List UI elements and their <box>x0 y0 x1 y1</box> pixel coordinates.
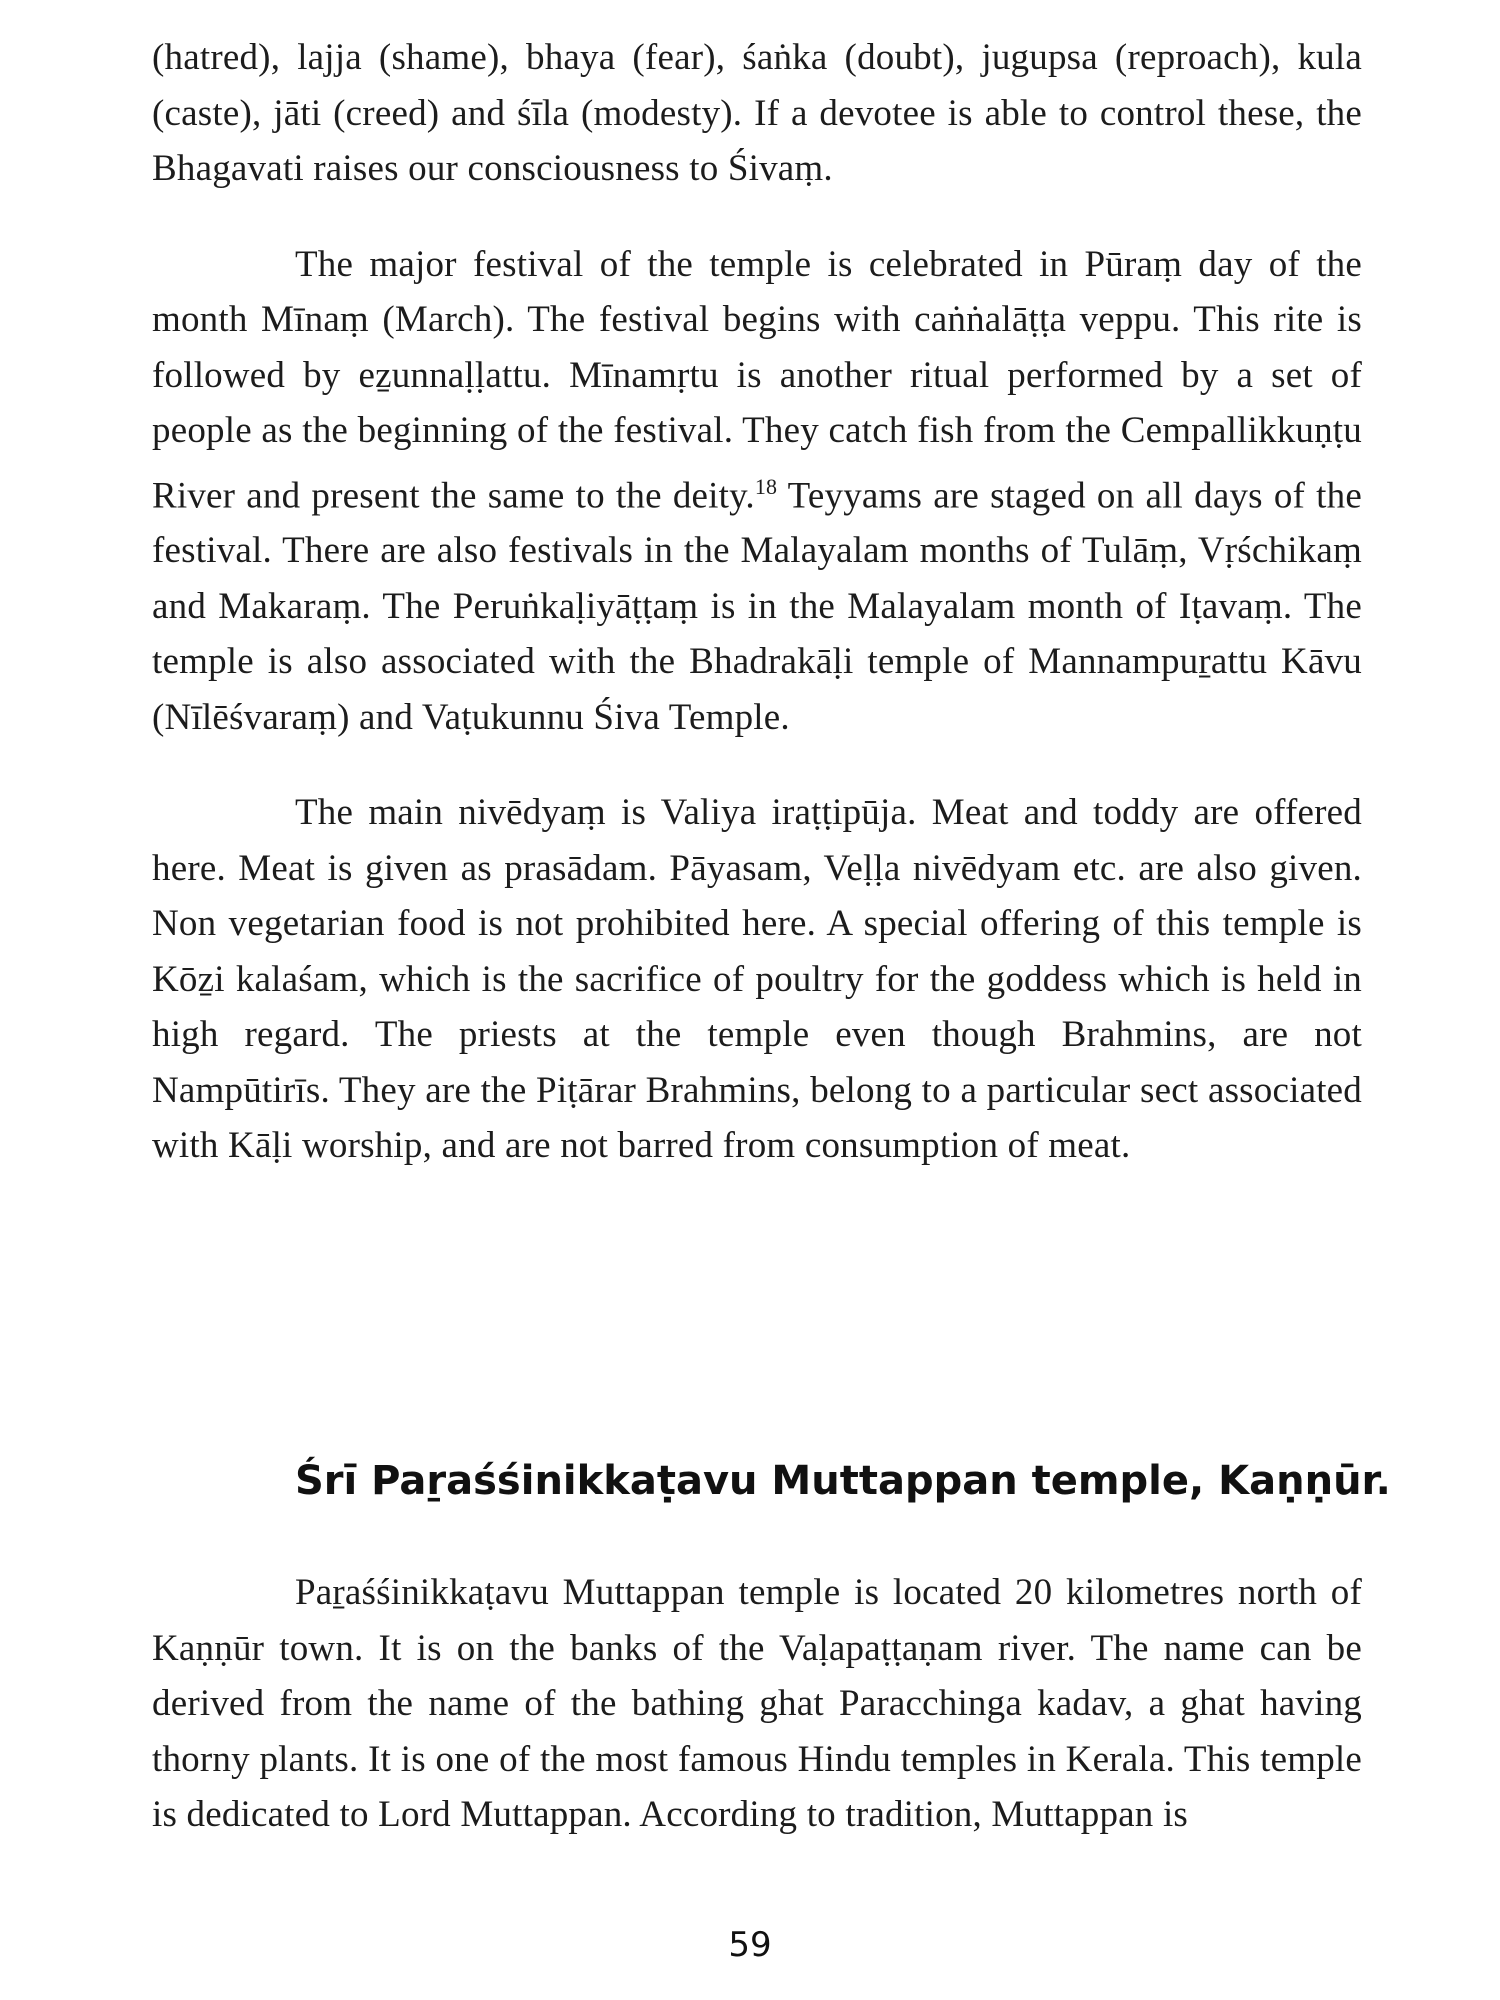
page-body <box>152 30 1362 1174</box>
paragraph-festival-text: The major festival of the temple is celebrated in Pūraṃ day of the month Mīnaṃ (March). The festival begins with caṅṅalāṭṭa veppu. This rite is followed by eẕunnaḷḷattu. Mīnamṛtu is another ritual performed by a set of people as the beginning of the festival. They catch fish from the Cempallikkuṇṭu River and present the same to the deity. <box>152 243 1362 516</box>
section-heading: Śrī Paṟaśśinikkaṭavu Muttappan temple, Kaṇṇūr. <box>295 1458 1391 1504</box>
paragraph-festival <box>152 237 1362 746</box>
paragraph-muttappan: Paṟaśśinikkaṭavu Muttappan temple is located 20 kilometres north of Kaṇṇūr town. It is on the banks of the Vaḷapaṭṭaṇam river. The name can be derived from the name of the bathing ghat Paracchinga kadav, a ghat having thorny plants. It is one of the most famous Hindu temples in Kerala. This temple is dedicated to Lord Muttappan. According to tradition, Muttappan is <box>152 1572 1362 1835</box>
footnote-reference: 18 <box>754 473 778 499</box>
paragraph-offerings: The main nivēdyaṃ is Valiya iraṭṭipūja. Meat and toddy are offered here. Meat is given as prasādam. Pāyasam, Veḷḷa nivēdyam etc. are also given. Non vegetarian food is not prohibited here. A special offering of this temple is Kōẕi kalaśam, which is the sacrifice of poultry for the goddess which is held in high regard. The priests at the temple even though Brahmins, are not Nampūtirīs. They are the Piṭārar Brahmins, belong to a particular sect associated with Kāḷi worship, and are not barred from consumption of meat. <box>152 792 1362 1167</box>
paragraph-festival-continuation: Teyyams are staged on all days of the festival. There are also festivals in the Malayalam months of Tulāṃ, Vṛśchikaṃ and Makaraṃ. The Peruṅkaḷiyāṭṭaṃ is in the Malayalam month of Iṭavaṃ. The temple is also associated with the Bhadrakāḷi temple of Mannampuṟattu Kāvu (Nīlēśvaraṃ) and Vaṭukunnu Śiva Temple. <box>152 474 1362 738</box>
page-number: 59 <box>728 1925 772 1965</box>
paragraph-intro: (hatred), lajja (shame), bhaya (fear), śaṅka (doubt), jugupsa (reproach), kula (caste), jāti (creed) and śīla (modesty). If a devotee is able to control these, the Bhagavati raises our consciousness to Śivaṃ. <box>152 37 1362 189</box>
